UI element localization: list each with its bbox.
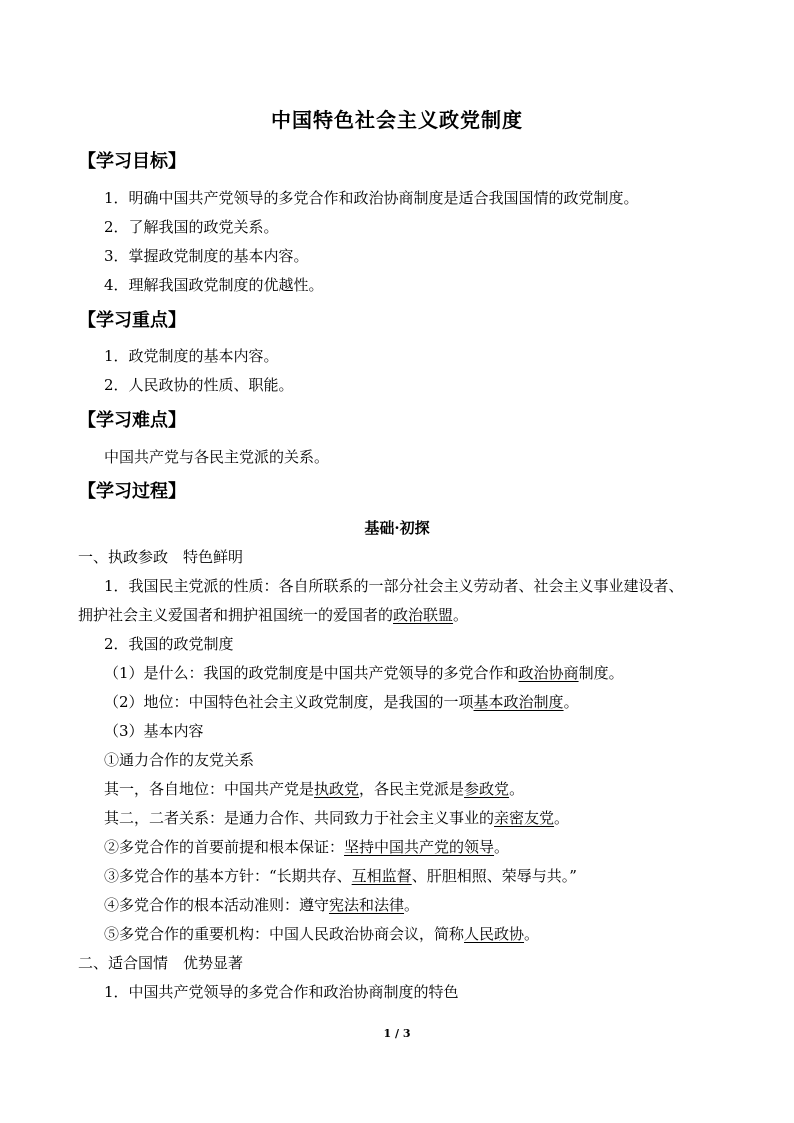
page-title: 中国特色社会主义政党制度 (271, 108, 523, 132)
answer-underline: 基本政治制度 (473, 693, 564, 711)
answer-underline: 人民政协 (464, 925, 525, 943)
difficulty-text: 中国共产党与各民主党派的关系。 (104, 448, 330, 466)
difficulty-heading: 【学习难点】 (78, 410, 186, 431)
paragraph-11: ④多党合作的根本活动准则：遵守宪法和法律。 (104, 896, 420, 914)
process-heading: 【学习过程】 (78, 481, 186, 502)
section-subheading: 基础·初探 (364, 519, 430, 537)
paragraph-13: 1．中国共产党领导的多党合作和政治协商制度的特色 (104, 983, 459, 1001)
paragraph-10: ③多党合作的基本方针：“长期共存、互相监督、肝胆相照、荣辱与共。” (104, 867, 577, 885)
answer-underline: 政治协商 (518, 664, 579, 682)
answer-underline: 执政党 (314, 780, 360, 798)
section-two-title: 二、适合国情 优势显著 (78, 954, 244, 972)
objectives-heading: 【学习目标】 (78, 151, 186, 172)
section-one-title: 一、执政参政 特色鲜明 (78, 548, 244, 566)
page-number: 1 / 3 (383, 1027, 411, 1040)
objective-item-2: 2．了解我国的政党关系。 (104, 218, 279, 236)
paragraph-3: （1）是什么：我国的政党制度是中国共产党领导的多党合作和政治协商制度。 (104, 664, 624, 682)
key-point-item-1: 1．政党制度的基本内容。 (104, 347, 279, 365)
key-point-item-2: 2．人民政协的性质、职能。 (104, 376, 294, 394)
objective-item-1: 1．明确中国共产党领导的多党合作和政治协商制度是适合我国国情的政党制度。 (104, 189, 639, 207)
answer-underline: 互相监督 (351, 867, 412, 885)
paragraph-12: ⑤多党合作的重要机构：中国人民政治协商会议，简称人民政协。 (104, 925, 540, 943)
objective-item-4: 4．理解我国政党制度的优越性。 (104, 276, 324, 294)
paragraph-1a: 1．我国民主党派的性质：各自所联系的一部分社会主义劳动者、社会主义事业建设者、 (104, 577, 684, 595)
answer-underline: 参政党 (464, 780, 510, 798)
paragraph-8: 其二，二者关系：是通力合作、共同致力于社会主义事业的亲密友党。 (104, 809, 570, 827)
paragraph-9: ②多党合作的首要前提和根本保证：坚持中国共产党的领导。 (104, 838, 510, 856)
paragraph-4: （2）地位：中国特色社会主义政党制度，是我国的一项基本政治制度。 (104, 693, 579, 711)
paragraph-1b: 拥护社会主义爱国者和拥护祖国统一的爱国者的政治联盟。 (78, 606, 469, 624)
key-points-heading: 【学习重点】 (78, 310, 186, 331)
paragraph-6: ①通力合作的友党关系 (104, 751, 255, 769)
answer-underline: 坚持中国共产党的领导 (344, 838, 495, 856)
paragraph-5: （3）基本内容 (104, 722, 204, 740)
answer-underline: 亲密友党 (494, 809, 555, 827)
objective-item-3: 3．掌握政党制度的基本内容。 (104, 247, 309, 265)
paragraph-7: 其一，各自地位：中国共产党是执政党，各民主党派是参政党。 (104, 780, 525, 798)
paragraph-2: 2．我国的政党制度 (104, 635, 234, 653)
answer-underline: 政治联盟 (393, 606, 454, 624)
answer-underline: 宪法和法律 (329, 896, 405, 914)
